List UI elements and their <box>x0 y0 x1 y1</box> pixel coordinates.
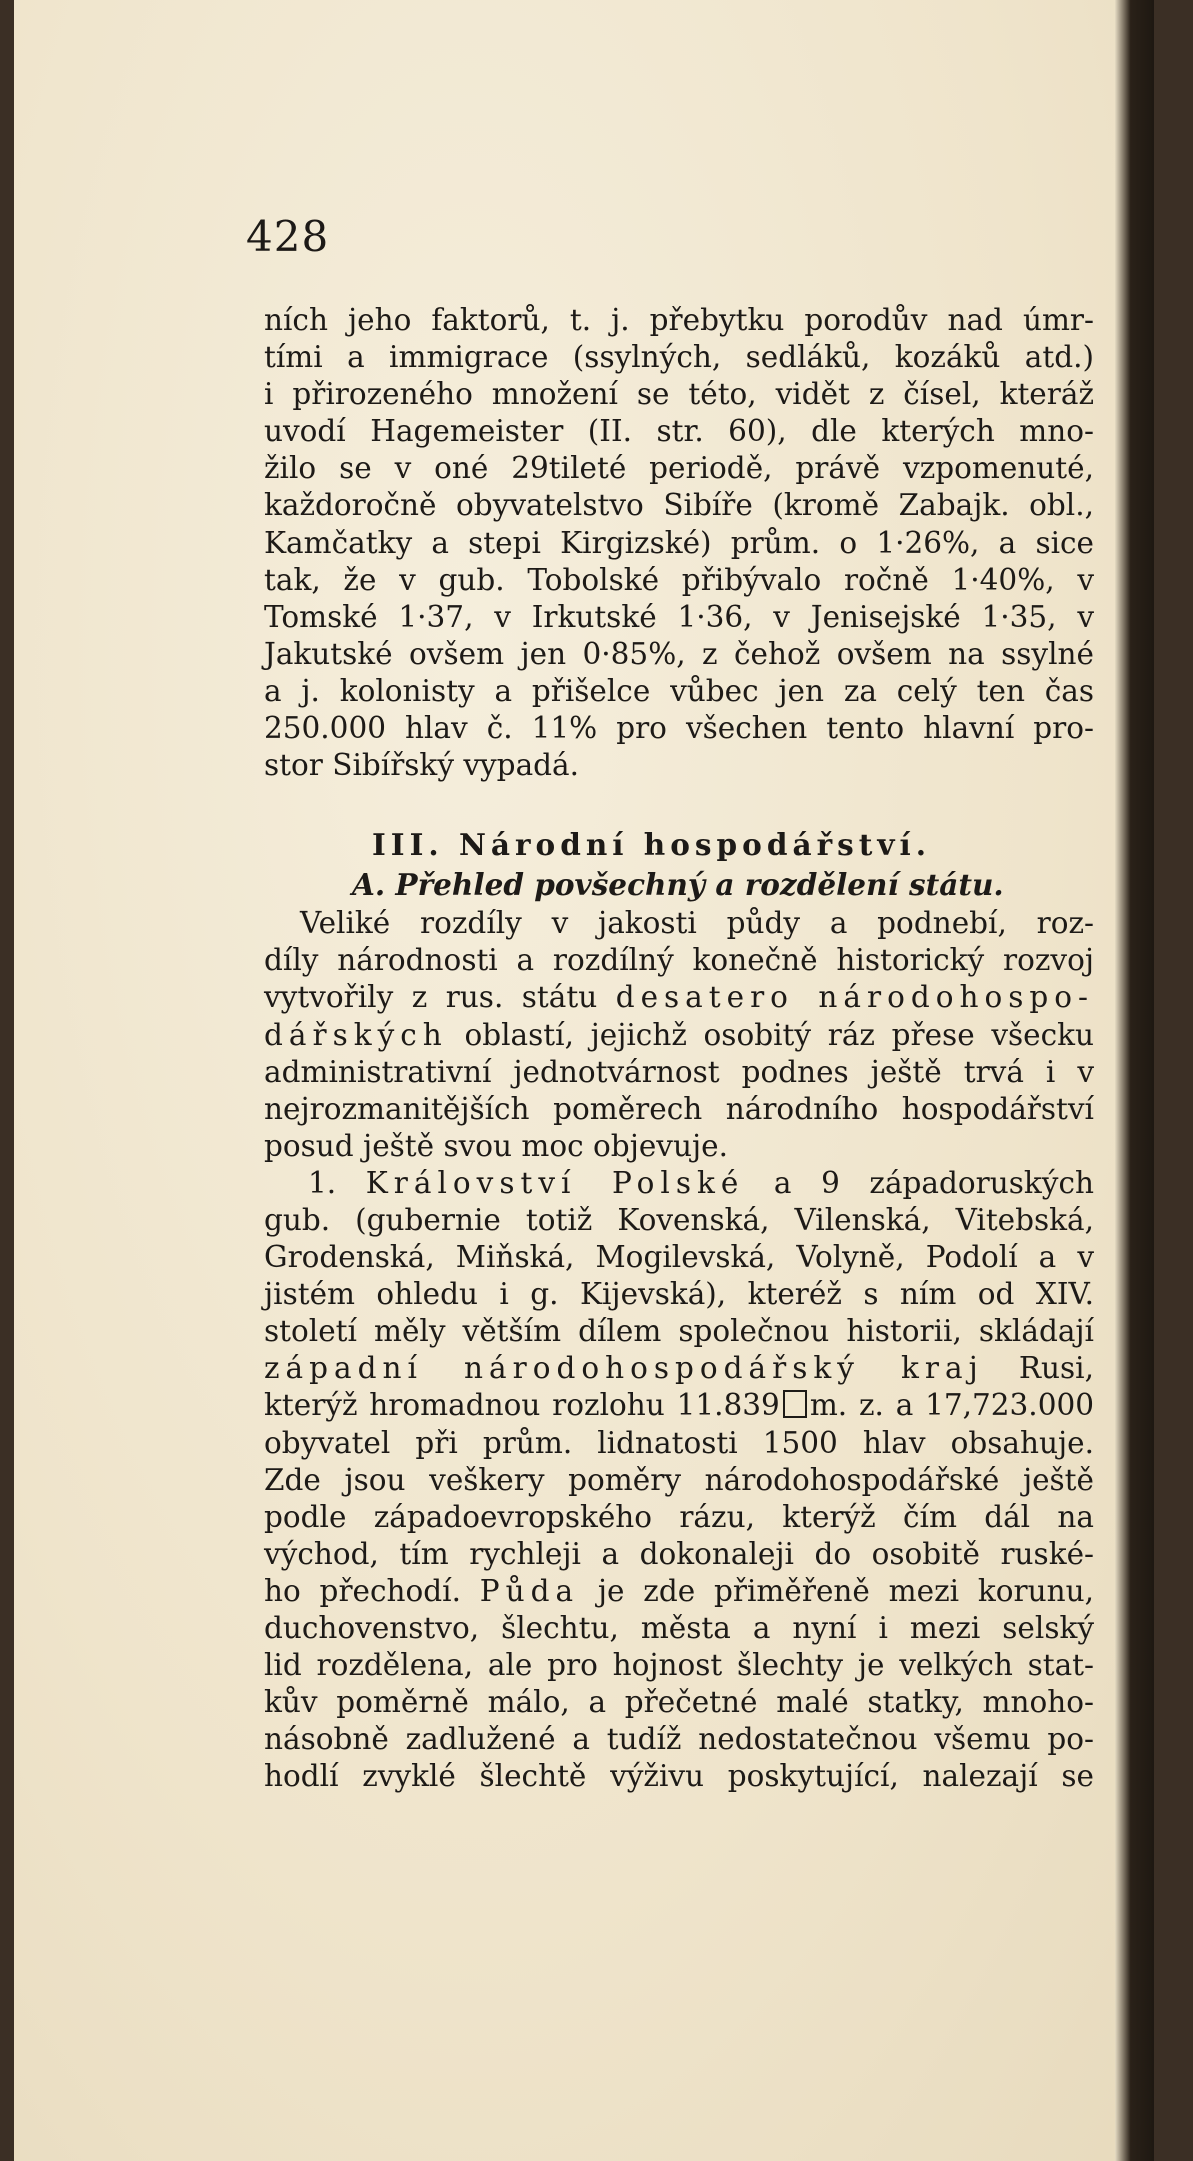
text-line: Veliké rozdíly v jakosti půdy a podnebí, roz- <box>300 906 1094 941</box>
text-line: gub. (gubernie totiž Kovenská, Vilenská, Vitebská, <box>264 1202 1094 1237</box>
text-run: a 9 západoruských <box>773 1165 1094 1200</box>
text-line: každoročně obyvatelstvo Sibíře (kromě Zabajk. obl., <box>264 488 1094 523</box>
paragraph-1 <box>264 302 1094 784</box>
text-line: ních jeho faktorů, t. j. přebytku porodův nad úmr- <box>264 303 1094 337</box>
text-line: jistém ohledu i g. Kijevská), kteréž s ním od XIV. <box>264 1277 1094 1312</box>
text-line: administrativní jednotvárnost podnes ještě trvá i v <box>264 1054 1094 1089</box>
text-line: východ, tím rychleji a dokonaleji do osobitě ruské- <box>264 1536 1094 1571</box>
text-line: uvodí Hagemeister (II. str. 60), dle kterých mno- <box>264 414 1094 449</box>
emphasized-term: Půda <box>479 1573 580 1608</box>
text-line <box>264 1350 1094 1387</box>
text-line: století měly větším dílem společnou historii, skládají <box>264 1314 1094 1349</box>
text-run: oblastí, jejichž osobitý ráz přese všecku <box>464 1017 1094 1052</box>
text-line: hodlí zvyklé šlechtě výživu poskytující, nalezají se <box>264 1759 1094 1794</box>
text-line: Tomské 1·37, v Irkutské 1·36, v Jenisejské 1·35, v <box>264 599 1094 634</box>
text-line: tak, že v gub. Tobolské přibývalo ročně 1·40%, v <box>264 562 1094 597</box>
text-line: a j. kolonisty a přišelce vůbec jen za celý ten čas <box>264 673 1094 708</box>
text-line: díly národnosti a rozdílný konečně historický rozvoj <box>264 943 1094 978</box>
section-heading: III. Národní hospodářství. <box>372 827 931 863</box>
text-line: duchovenstvo, šlechtu, města a nyní i mezi selský <box>264 1611 1094 1645</box>
paragraph-2 <box>264 905 1094 1165</box>
text-line: Zde jsou veškery poměry národohospodářské ještě <box>264 1462 1094 1497</box>
list-number: 1. <box>308 1165 337 1200</box>
text-line: Kamčatky a stepi Kirgizské) prům. o 1·26%, a sice <box>264 525 1094 560</box>
square-mile-symbol-icon <box>783 1390 807 1418</box>
text-line: násobně zadlužené a tudíž nedostatečnou všemu po- <box>264 1722 1094 1757</box>
text-line: Jakutské ovšem jen 0·85%, z čehož ovšem na ssylné <box>264 636 1094 671</box>
paragraph-3 <box>264 1165 1094 1796</box>
text-run: je zde přiměřeně mezi korunu, <box>597 1573 1094 1608</box>
text-line: obyvatel při prům. lidnatosti 1500 hlav obsahuje. <box>264 1425 1094 1460</box>
book-spine-edge <box>1115 0 1154 2161</box>
text-line: tími a immigrace (ssylných, sedláků, kozáků atd.) <box>264 340 1094 375</box>
body-text <box>264 302 1094 1795</box>
paper-sheet <box>14 0 1154 2161</box>
subsection-heading: A. Přehled povšechný a rozdělení státu. <box>352 867 1004 903</box>
text-line: Grodenská, Miňská, Mogilevská, Volyně, Podolí a v <box>264 1240 1094 1275</box>
text-line <box>264 1017 1094 1054</box>
text-run: ho přechodí. <box>264 1573 461 1608</box>
text-line: stor Sibířský vypadá. <box>264 748 580 783</box>
text-line <box>264 1165 1094 1202</box>
emphasized-term: dářských <box>264 1017 448 1052</box>
text-line: posud ještě svou moc objevuje. <box>264 1128 728 1163</box>
section-gap <box>264 784 1094 825</box>
emphasized-term: desatero národohospo- <box>615 980 1094 1015</box>
text-run: vytvořily z rus. státu <box>264 980 598 1015</box>
text-run: m. z. a 17,723.000 <box>809 1388 1094 1423</box>
text-line <box>264 979 1094 1016</box>
emphasized-term: Království Polské <box>365 1165 745 1200</box>
text-line <box>264 1387 1094 1424</box>
text-line: i přirozeného množení se této, vidět z čísel, kteráž <box>264 377 1094 412</box>
page-number: 428 <box>246 212 330 261</box>
text-run: kterýž hromadnou rozlohu 11.839 <box>264 1388 780 1423</box>
text-line <box>264 1573 1094 1610</box>
text-line: lid rozdělena, ale pro hojnost šlechty je velkých stat- <box>264 1648 1094 1683</box>
emphasized-term: západní národohospodářský kraj <box>264 1351 984 1386</box>
text-line: podle západoevropského rázu, kterýž čím dál na <box>264 1499 1094 1534</box>
text-line: 250.000 hlav č. 11% pro všechen tento hlavní pro- <box>264 711 1094 746</box>
text-line: nejrozmanitějších poměrech národního hospodářství <box>264 1091 1094 1126</box>
text-line: žilo se v oné 29tileté periodě, právě vzpomenuté, <box>264 451 1094 486</box>
text-line: kův poměrně málo, a přečetné malé statky, mnoho- <box>264 1685 1094 1720</box>
text-run: Rusi, <box>1018 1351 1094 1386</box>
